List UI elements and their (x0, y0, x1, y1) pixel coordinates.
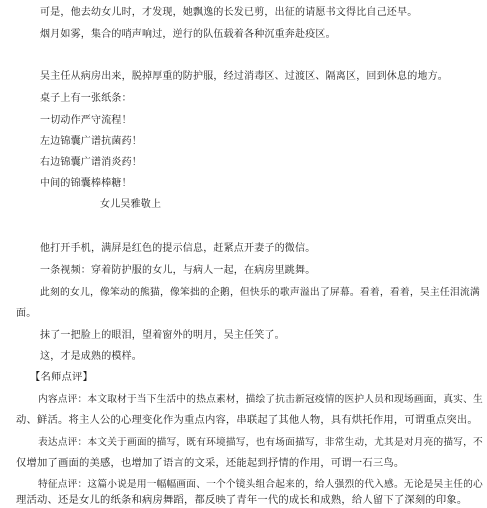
review-paragraph: 表达点评：本文关于画面的描写，既有环境描写，也有场面描写，非常生动，尤其是对月亮的描写，不 (38, 437, 483, 448)
paragraph: 烟月如雾，集合的哨声响过，逆行的队伍载着各种沉重奔赴疫区。 (40, 29, 336, 40)
review-paragraph-continuation: 理活动、还是女儿的纸条和病房舞蹈，都反映了青年一代的成长和成熟，给人留下了深刻的印象。 (16, 494, 468, 506)
paragraph-continuation: 面。 (16, 308, 37, 319)
review-paragraph: 特征点评：这篇小说是用一幅幅画面、一个个镜头组合起来的，给人强烈的代入感。无论是吴主任的心 (38, 479, 483, 490)
note-line: 右边锦囊广谱消炎药！ (40, 157, 142, 168)
paragraph: 可是，他去幼女儿时，才发现，她飘逸的长发已剪，出征的请愿书文得比自己还早。 (40, 7, 418, 18)
review-paragraph-continuation: 仅增加了画面的美感，也增加了语言的文采，还能起到抒情的作用，可谓一石三鸟。 (16, 457, 405, 469)
paragraph: 抹了一把脸上的眼泪，望着窗外的明月，吴主任笑了。 (40, 330, 285, 341)
paragraph: 这，才是成熟的模样。 (40, 351, 142, 362)
note-line: 左边锦囊广谱抗菌药！ (40, 136, 142, 147)
review-paragraph-continuation: 动、鲜活。将主人公的心理变化作为重点内容，串联起了其他人物，具有烘托作用，可谓重点突出。 (16, 414, 478, 426)
note-line: 一切动作严守流程！ (40, 115, 132, 126)
paragraph: 吴主任从病房出来，脱掉厚重的防护服，经过消毒区、过渡区、隔离区，回到休息的地方。 (40, 71, 448, 82)
paragraph: 他打开手机，满屏是红色的提示信息，赶紧点开妻子的微信。 (40, 243, 316, 254)
review-heading: 【名师点评】 (30, 371, 93, 383)
note-line: 中间的锦囊棒棒糖！ (40, 178, 132, 189)
review-paragraph: 内容点评：本文取材于当下生活中的热点素材，描绘了抗击新冠疫情的医护人员和现场画面，真实、生 (38, 394, 483, 405)
note-signature: 女儿吴雅敬上 (100, 199, 162, 210)
paragraph: 此刻的女儿，像笨动的熊猫，像笨拙的企鹅，但快乐的歌声溢出了屏幕。看着，看着，吴主任泪流满 (40, 287, 480, 298)
paragraph: 一条视频：穿着防护服的女儿，与病人一起，在病房里跳舞。 (40, 265, 316, 276)
paragraph: 桌子上有一张纸条： (40, 93, 132, 104)
